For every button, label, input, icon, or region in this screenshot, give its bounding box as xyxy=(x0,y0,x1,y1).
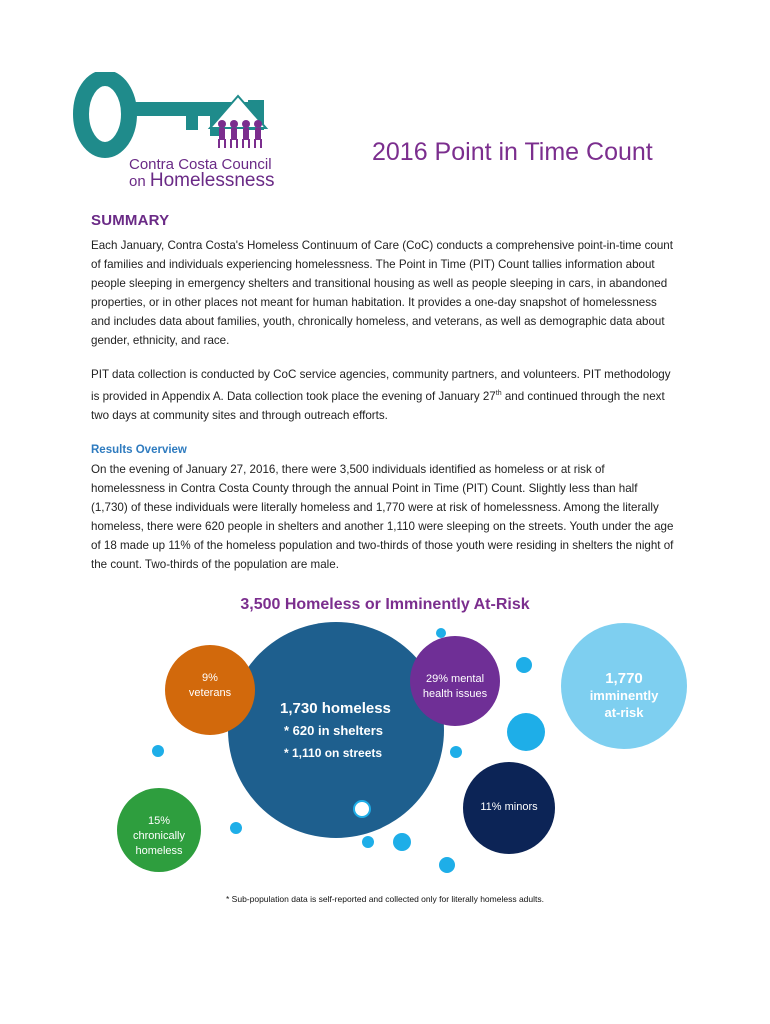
footnote: * Sub-population data is self-reported and collected only for literally homeless adults. xyxy=(226,894,544,904)
logo-org-name-line1: Contra Costa Council xyxy=(129,156,272,173)
chronic-pct: 15% xyxy=(147,815,171,827)
decor-dot xyxy=(516,657,532,673)
homeless-shelters: * 620 in shelters xyxy=(284,723,383,738)
at-risk-line2: at-risk xyxy=(604,705,644,720)
chronic-line1: chronically xyxy=(133,830,185,842)
homeless-streets: * 1,110 on streets xyxy=(284,746,383,760)
decor-dot xyxy=(436,628,446,638)
homeless-total: 1,730 homeless xyxy=(280,700,391,717)
chronic-label xyxy=(117,814,201,859)
decor-dot xyxy=(507,713,545,751)
decor-dot xyxy=(152,745,164,757)
results-overview-heading: Results Overview xyxy=(91,444,187,456)
ordinal-suffix: th xyxy=(495,390,502,397)
homeless-label xyxy=(258,698,418,764)
veterans-label xyxy=(165,671,255,701)
logo-main-word: Homelessness xyxy=(149,170,275,191)
paragraph2-text-b: and continued through the next two days at community sites and through outreach efforts. xyxy=(91,389,665,422)
summary-paragraph-1: Each January, Contra Costa's Homeless Continuum of Care (CoC) conducts a comprehensive point-in-time count of families and individuals experiencing homelessness. The Point in Time (PIT) Count tallies information about people sleeping in emergency shelters and transitional housing as well as people sleeping in cars, in abandoned properties, or in other places not meant for human habitation. It provides a one-day snapshot of homelessness and includes data about families, youth, chronically homeless, and veterans, as well as demographic data about gender, ethnicity, and race. xyxy=(91,239,673,347)
mental-line1: 29% mental xyxy=(425,673,485,685)
results-paragraph: On the evening of January 27, 2016, there were 3,500 individuals identified as homeless or at risk of homelessness in Contra Costa County through the annual Point in Time (PIT) Count. Slightly less than half (1,730) of these individuals were literally homeless and 1,770 were at risk of homelessness. Among the literally homeless, there were 620 people in shelters and another 1,110 were sleeping on the streets. Youth under the age of 18 made up 11% of the homeless population and two-thirds of those youth were residing in shelters the night of the count. Two-thirds of the population are male. xyxy=(91,463,674,571)
decor-dot xyxy=(393,833,411,851)
veterans-pct: 9% xyxy=(202,672,218,684)
veterans-text: veterans xyxy=(188,687,232,699)
infographic-title: 3,500 Homeless or Imminently At-Risk xyxy=(240,596,530,613)
logo-prefix: on xyxy=(129,173,146,190)
paragraph2-text-a: PIT data collection is conducted by CoC service agencies, community partners, and volunteers. PIT methodology is provided in Appendix A. Data collection took place the evening of January 27 xyxy=(91,368,671,403)
summary-heading: SUMMARY xyxy=(91,212,170,229)
at-risk-number: 1,770 xyxy=(605,670,643,687)
decor-dot xyxy=(230,822,242,834)
decor-dot xyxy=(450,746,462,758)
mental-line2: health issues xyxy=(422,688,488,700)
at-risk-label xyxy=(574,670,674,721)
decor-ring-dot xyxy=(354,801,370,817)
minors-label: 11% minors xyxy=(480,801,538,813)
page-title: 2016 Point in Time Count xyxy=(372,138,653,166)
chronic-line2: homeless xyxy=(135,845,183,857)
mental-health-label xyxy=(410,672,500,702)
decor-dot xyxy=(439,857,455,873)
at-risk-line1: imminently xyxy=(589,688,659,703)
decor-dot xyxy=(362,836,374,848)
